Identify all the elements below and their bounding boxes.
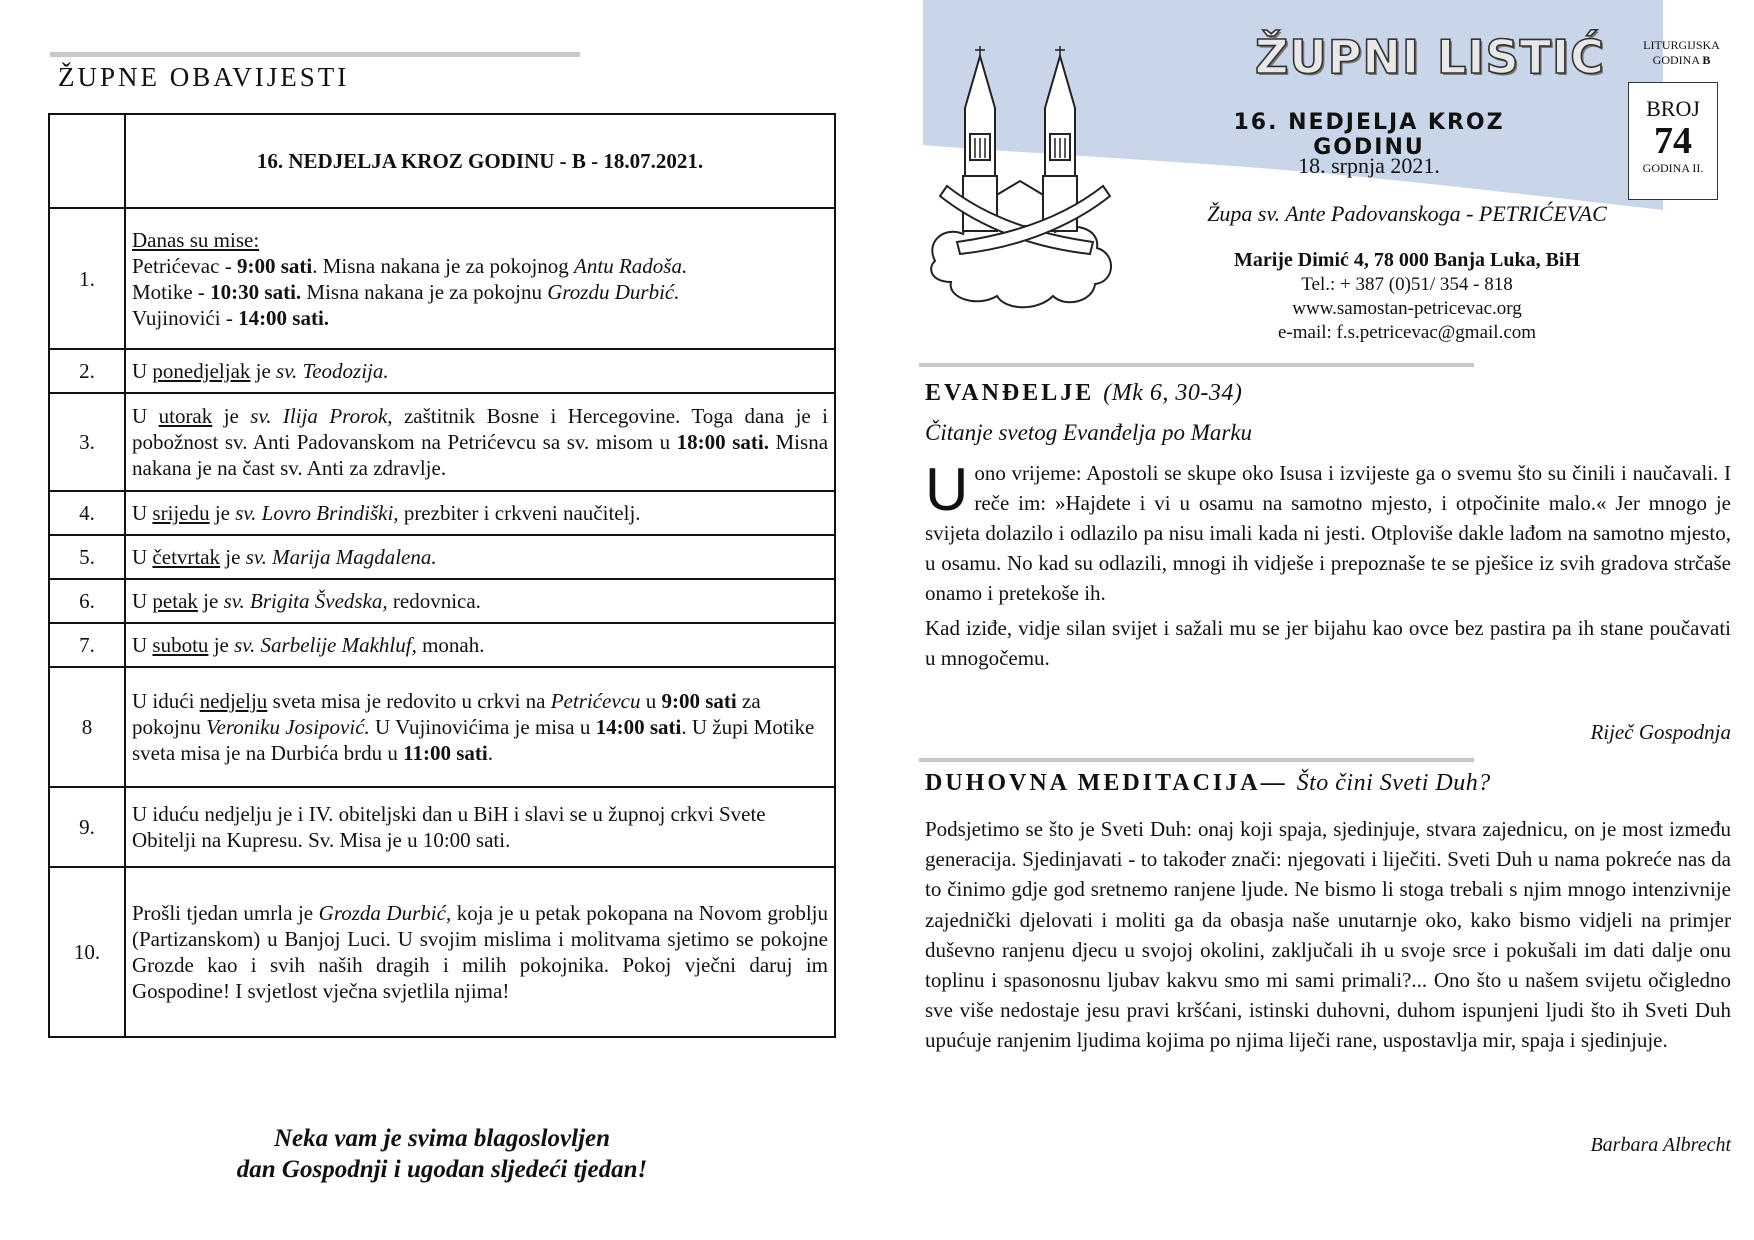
place: Petrićevcu (550, 689, 641, 713)
liturgical-year-label: GODINA (1652, 53, 1703, 67)
issue-year: GODINA II. (1642, 161, 1704, 175)
gospel-paragraph: Kad iziđe, vidje silan svijet i sažali mu se jer bijahu kao ovce bez pastira pa ih stane poučavati u mnogočemu. (925, 616, 1731, 670)
time: 14:00 sati (595, 715, 682, 739)
drop-cap: U (925, 456, 969, 523)
text: . Misna nakana je za pokojnog (312, 253, 575, 278)
text: redovnica. (387, 589, 481, 613)
newsletter-title: ŽUPNI LISTIĆ (1255, 30, 1605, 84)
table-row (49, 623, 835, 667)
row-text (125, 667, 835, 787)
row-number: 3. (49, 393, 125, 491)
text: U (132, 633, 153, 657)
text: je (212, 404, 251, 428)
row-number: 1. (49, 208, 125, 349)
text: prezbiter i crkveni naučitelj. (398, 501, 641, 525)
meditation-question: Što čini Sveti Duh? (1296, 770, 1491, 796)
website: www.samostan-petricevac.org (1292, 298, 1522, 319)
saint: sv. Sarbelije Makhluf, (234, 633, 417, 657)
gospel-signature: Riječ Gospodnja (1590, 720, 1731, 744)
row-number: 4. (49, 491, 125, 535)
row-text (125, 535, 835, 579)
text: U (132, 359, 153, 383)
text: je (197, 589, 224, 613)
table-row (49, 579, 835, 623)
meditation-author: Barbara Albrecht (1590, 1134, 1731, 1156)
email: e-mail: f.s.petricevac@gmail.com (1277, 322, 1537, 343)
weekday: ponedjeljak (152, 359, 251, 383)
section-rule (919, 758, 1474, 762)
text: monah. (416, 633, 485, 657)
blessing-line: Neka vam je svima blagoslovljen (273, 1125, 611, 1152)
saint: sv. Brigita Švedska, (223, 589, 388, 613)
time: 9:00 sati (236, 253, 313, 278)
liturgical-year-label: LITURGIJSKA (1643, 38, 1720, 52)
weekday: nedjelju (199, 689, 268, 713)
row-text (125, 349, 835, 393)
row-number: 10. (49, 867, 125, 1037)
liturgical-year (1619, 38, 1744, 68)
row-number: 5. (49, 535, 125, 579)
time: 11:00 sati (403, 741, 488, 765)
text: sveta misa je redovito u crkvi na (267, 689, 551, 713)
text: Petrićevac - (132, 253, 237, 278)
text: U Vujinovićima je misa u (369, 715, 596, 739)
time: 10:30 sati. (210, 279, 302, 304)
weekday: petak (152, 589, 198, 613)
text: U (132, 545, 153, 569)
text: je (208, 633, 235, 657)
time: 18:00 sati. (676, 430, 769, 454)
issue-date: 18. srpnja 2021. (1298, 153, 1440, 178)
notices-table (48, 113, 836, 1038)
text: . U župi Motike sveta misa je na Durbića brdu u (132, 715, 815, 765)
text: za pokojnu (132, 689, 761, 739)
issue-number: 74 (1654, 120, 1692, 162)
issue-label: BROJ (1646, 96, 1700, 121)
row-text (125, 393, 835, 491)
gospel-paragraph (925, 458, 1731, 608)
weekday: utorak (158, 404, 213, 428)
time: 9:00 sati (661, 689, 737, 713)
phone: Tel.: + 387 (0)51/ 354 - 818 (1301, 274, 1513, 295)
text: Prošli tjedan umrla je (132, 901, 319, 925)
row-number: 2. (49, 349, 125, 393)
table-header-row (49, 114, 835, 208)
section-rule (919, 363, 1474, 367)
text: je (209, 501, 236, 525)
gospel-reference: (Mk 6, 30-34) (1103, 380, 1243, 406)
top-rule (50, 52, 580, 57)
meditation-heading-text: DUHOVNA MEDITACIJA— (925, 770, 1297, 796)
row-number: 7. (49, 623, 125, 667)
masses-intro: Danas su mise: (132, 227, 260, 252)
parish-name: Župa sv. Ante Padovanskoga - PETRIĆEVAC (1207, 201, 1607, 226)
gospel-text (925, 458, 1731, 678)
saint: sv. Lovro Brindiški, (235, 501, 399, 525)
row-number: 8 (49, 667, 125, 787)
table-row (49, 667, 835, 787)
table-row (49, 393, 835, 491)
saint: sv. Marija Magdalena. (245, 545, 437, 569)
meditation-text: Podsjetimo se što je Sveti Duh: onaj koji spaja, sjedinjuje, stvara zajednicu, on je most između generacija. Sjedinjavati - to također znači: njegovati i liječiti. Sveti Duh u nama pokreće nas da to činimo gdje god sretnemo ranjene ljude. Ne bismo li stoga trebali s njim mnogo intenzivnije zajednički djelovati i moliti ga da obasja naše unutarnje oko, kako bismo vidjeli na primjer duševno ranjenu djecu u svojoj okolini, zaključali ih u svoje srce i pokušali im dati dalje onu toplinu i spasonosnu ljubav kakvu smo mi sami primali?... Ono što u našem svijetu očigledno sve više nedostaje jesu pravi kršćani, istinski duhovni, duhom ispunjeni ljudi što ih Sveti Duh upućuje ranjenim ljudima kojima po njima liječi rane, uspostavlja mir, spaja i sjedinjuje. (925, 817, 1731, 1053)
name: Grozdu Durbić. (547, 279, 680, 304)
text: U idući (132, 689, 200, 713)
row-number: 6. (49, 579, 125, 623)
address: Marije Dimić 4, 78 000 Banja Luka, BiH (1233, 249, 1581, 271)
table-title: 16. NEDJELJA KROZ GODINU - B - 18.07.2021. (125, 114, 835, 208)
issue-box (1628, 82, 1718, 200)
row-text (125, 208, 835, 349)
text: je (220, 545, 246, 569)
sunday-title: 16. NEDJELJA KROZ GODINU (1233, 110, 1505, 160)
church-logo-icon (925, 46, 1125, 316)
blessing-text (48, 1123, 836, 1185)
text: Misna nakana je na čast sv. Anti za zdravlje. (132, 430, 829, 480)
weekday: subotu (152, 633, 209, 657)
row-text: U iduću nedjelju je i IV. obiteljski dan u BiH i slavi se u župnoj crkvi Svete Obitelji na Kupresu. Sv. Misa je u 10:00 sati. (125, 787, 835, 867)
table-row (49, 787, 835, 867)
table-row (49, 349, 835, 393)
text: U (132, 589, 153, 613)
text: Motike - (132, 279, 211, 304)
text: Vujinovići - (132, 305, 239, 330)
weekday: srijedu (152, 501, 210, 525)
time: 14:00 sati. (238, 305, 330, 330)
gospel-paragraph-text: ono vrijeme: Apostoli se skupe oko Isusa i izvijeste ga o svemu što su činili i naučavali. I reče im: »Hajdete i vi u osamu na samotno mjesto, i otpočinite malo.« Jer mnogo je svijeta dolazilo i odlazilo pa nisu imali kada ni jesti. Otploviše dakle lađom na samotno mjesto, u osamu. No kad su odlazili, mnogi ih vidješe i prepoznaše te se pješice iz svih gradova strčaše onamo i pretekoše ih. (925, 461, 1731, 605)
text: U (132, 404, 159, 428)
row-text (125, 623, 835, 667)
row-text (125, 579, 835, 623)
name: Antu Radoša. (574, 253, 688, 278)
name: Veroniku Josipović. (206, 715, 370, 739)
row-text (125, 867, 835, 1037)
text: u (640, 689, 662, 713)
table-row (49, 867, 835, 1037)
row-text (125, 491, 835, 535)
saint: sv. Ilija Prorok, (250, 404, 393, 428)
text: Misna nakana je za pokojnu (301, 279, 548, 304)
contact-block (1177, 248, 1637, 345)
text: , koja je u petak pokopana na Novom groblju (Partizanskom) u Banjoj Luci. U svojim mislima i molitvama sjetimo se pokojne Grozde kao i svih naših dragih i milih pokojnika. Pokoj vječni daruj im Gospodine! I svjetlost vječna svjetlila njima! (132, 901, 828, 1003)
table-row (49, 208, 835, 349)
notices-heading: ŽUPNE OBAVIJESTI (58, 62, 350, 92)
meditation-heading (925, 770, 1491, 797)
gospel-heading (925, 380, 1242, 407)
text: je (250, 359, 277, 383)
liturgical-year-letter: B (1702, 53, 1711, 67)
text: . (487, 741, 494, 765)
gospel-subtitle: Čitanje svetog Evanđelja po Marku (925, 420, 1253, 445)
text: zaštitnik Bosne i Hercegovine. Toga dana je i pobožnost sv. Anti Padovanskom na Petrićevcu sa sv. misom u (132, 404, 828, 454)
text: U (132, 501, 153, 525)
name: Grozda Durbić (318, 901, 446, 925)
gospel-heading-text: EVANĐELJE (925, 380, 1104, 406)
table-row (49, 491, 835, 535)
table-cell (49, 114, 125, 208)
weekday: četvrtak (152, 545, 221, 569)
blessing-line: dan Gospodnji i ugodan sljedeći tjedan! (236, 1156, 648, 1183)
saint: sv. Teodozija. (276, 359, 389, 383)
table-row (49, 535, 835, 579)
row-number: 9. (49, 787, 125, 867)
right-page (877, 0, 1754, 1240)
